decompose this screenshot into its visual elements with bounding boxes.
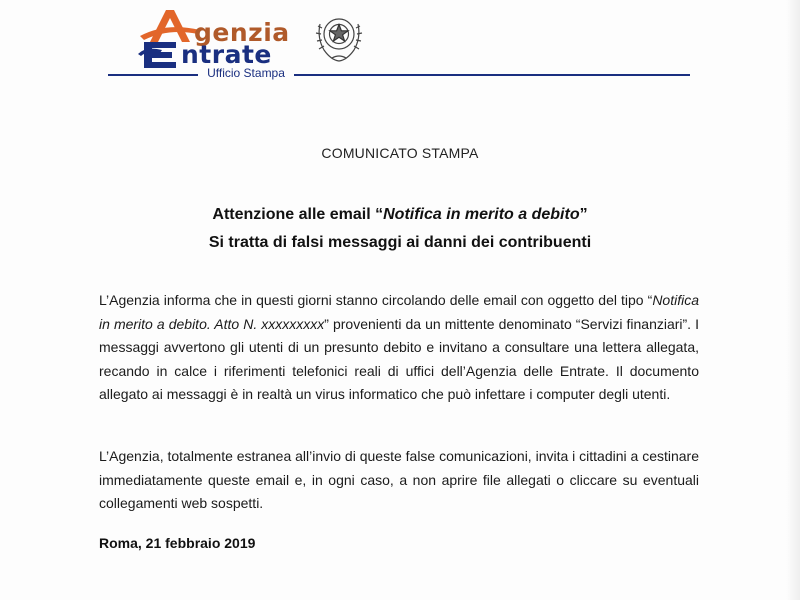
headline-line-2: Si tratta di falsi messaggi ai danni dei contribuenti: [208, 234, 592, 251]
paragraph-1-italic: Notifica in merito a debito. Atto N. xxxxxxxxx: [99, 292, 699, 332]
headline-line-1: [0, 206, 800, 224]
document-type-label: COMUNICATO STAMPA: [321, 145, 479, 161]
department-label: Ufficio Stampa: [207, 66, 285, 80]
header-rule-right: [294, 74, 690, 76]
headline-1-prefix: Attenzione alle email “: [212, 206, 384, 223]
page-edge-shadow: [786, 0, 800, 600]
paragraph-1-part-b: ” provenienti da un mittente denominato “Servizi finanziari”. I messaggi avvertono gli utenti di un presunto debito e invitano a consultare una lettera allegata, recando in calce i riferimenti telefonici reali di uffici dell’Agenzia delle Entrate. Il documento allegato ai messaggi è in realtà un virus informatico che può infettare i computer degli utenti.: [99, 315, 700, 403]
body-paragraph-2: L’Agenzia, totalmente estranea all’invio di queste false comunicazioni, invita i cittadini a cestinare immediatamente queste email e, in ogni caso, a non aprire file allegati o cliccare su eventuali collegamenti web sospetti.: [99, 448, 700, 512]
place-date-signature: Roma, 21 febbraio 2019: [99, 535, 256, 551]
body-paragraph-1: [99, 289, 699, 407]
headline-1-suffix: ”: [579, 206, 588, 223]
header-rule-left: [108, 74, 198, 76]
logo-word-agenzia: genzia: [194, 18, 290, 47]
paragraph-1-part-a: L’Agenzia informa che in questi giorni stanno circolando delle email con oggetto del tipo “: [99, 292, 653, 308]
italian-republic-emblem-icon: [314, 10, 364, 64]
logo-word-entrate: ntrate: [181, 40, 272, 69]
headline-1-italic: Notifica in merito a debito: [383, 206, 580, 223]
